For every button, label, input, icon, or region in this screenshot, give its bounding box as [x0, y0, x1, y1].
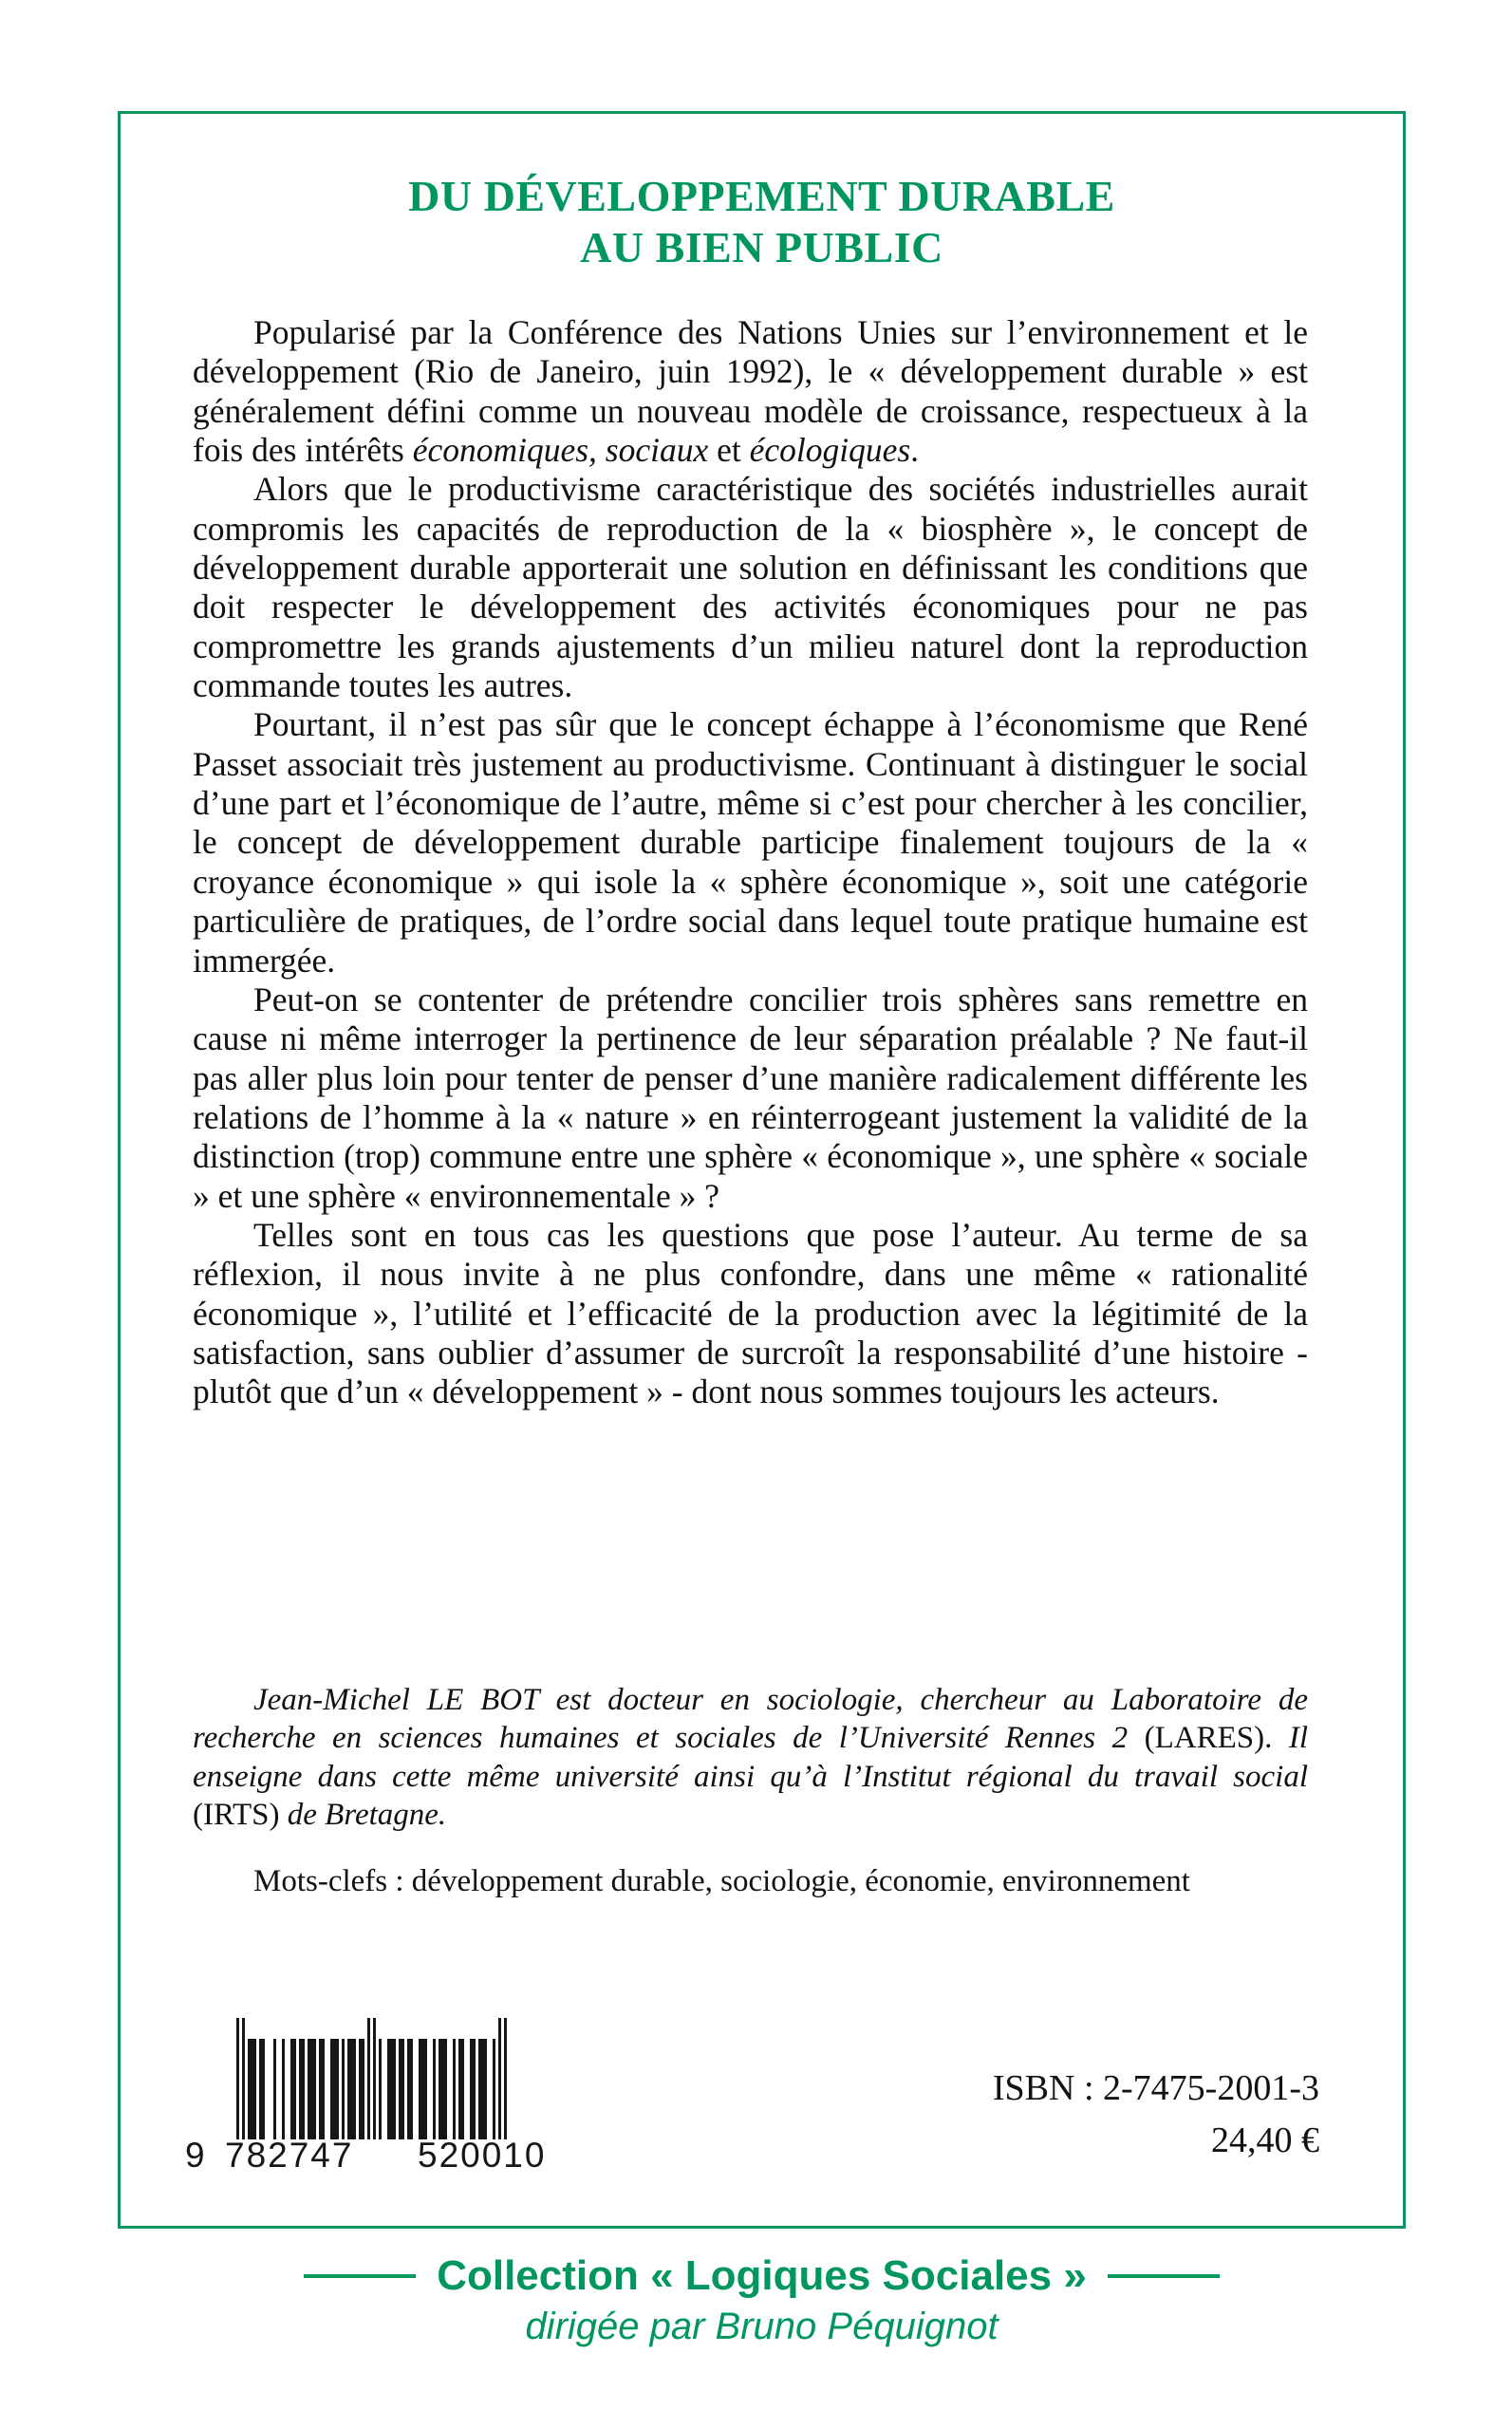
- title-line-2: AU BIEN PUBLIC: [580, 222, 943, 271]
- blurb-p1-text-c: .: [910, 431, 920, 470]
- blurb-paragraph-1: [193, 313, 1308, 470]
- barcode-right-group: 520010: [418, 2136, 547, 2175]
- collection-name: Collection « Logiques Sociales »: [437, 2252, 1087, 2299]
- blurb-paragraph-2: Alors que le productivisme caractéristique des sociétés industrielles aurait compromis les capacités de reproduction de la « biosphère », le concept de développement durable apporterait une solution en définissant les conditions que doit respecter le développement des activités économiques pour ne pas compromettre les grands ajustements d’un milieu naturel dont la reproduction commande toutes les autres.: [193, 470, 1308, 705]
- collection-director: dirigée par Bruno Péquignot: [525, 2306, 999, 2347]
- barcode-left-group: 782747: [225, 2136, 354, 2175]
- barcode: [185, 2018, 584, 2179]
- author-bio-paragraph: [193, 1681, 1308, 1834]
- blurb-paragraph-5: Telles sont en tous cas les questions que pose l’auteur. Au terme de sa réflexion, il nous invite à ne plus confondre, dans une même « rationalité économique », l’utilité et l’efficacité de la production avec la légitimité de la satisfaction, sans oublier d’assumer de surcroît la responsabilité d’une histoire - plutôt que d’un « développement » - dont nous sommes toujours les acteurs.: [193, 1215, 1308, 1411]
- page-title: [118, 171, 1406, 273]
- collection-title-row: [118, 2252, 1406, 2300]
- collection-rule-right: [1108, 2274, 1220, 2278]
- collection-footer: [118, 2252, 1406, 2348]
- collection-rule-left: [304, 2274, 416, 2278]
- keywords-line: Mots-clefs : développement durable, sociologie, économie, environnement: [253, 1864, 1190, 1898]
- price-line: 24,40 €: [1211, 2120, 1319, 2161]
- isbn-price-block: [993, 2063, 1319, 2167]
- author-bio-part-5: de Bretagne.: [279, 1797, 447, 1832]
- blurb-paragraph-4: Peut-on se contenter de prétendre concilier trois sphères sans remettre en cause ni même interroger la pertinence de leur séparation préalable ? Ne faut-il pas aller plus loin pour tenter de penser d’une manière radicalement différente les relations de l’homme à la « nature » en réinterrogeant justement la validité de la distinction (trop) commune entre une sphère « économique », une sphère « sociale » et une sphère « environnementale » ?: [193, 980, 1308, 1215]
- barcode-lead-digit: 9: [185, 2136, 207, 2175]
- author-bio-part-3: Il enseigne dans cette même université ainsi qu’à l’Institut régional du travail social: [193, 1721, 1308, 1794]
- barcode-bars: [236, 2018, 584, 2139]
- author-biography: [193, 1681, 1308, 1834]
- author-bio-lares: (LARES).: [1144, 1721, 1273, 1756]
- blurb-p1-text-a: Popularisé par la Conférence des Nations Unies sur l’environnement et le développement (Rio de Janeiro, juin 1992), le « développement durable » est généralement défini comme un nouveau modèle de croissance, respectueux à la fois des intérêts: [193, 313, 1308, 470]
- blurb-p1-emphasis-1: économiques, sociaux: [412, 431, 709, 470]
- back-cover-blurb: [193, 313, 1308, 1412]
- author-bio-irts: (IRTS): [193, 1797, 280, 1832]
- barcode-digits: [185, 2136, 584, 2179]
- blurb-p1-emphasis-2: écologiques: [749, 431, 911, 470]
- blurb-paragraph-3: Pourtant, il n’est pas sûr que le concept échappe à l’économisme que René Passet associait très justement au productivisme. Continuant à distinguer le social d’une part et l’économique de l’autre, même si c’est pour chercher à les concilier, le concept de développement durable participe finalement toujours de la « croyance économique » qui isole la « sphère économique », soit une catégorie particulière de pratiques, de l’ordre social dans lequel toute pratique humaine est immergée.: [193, 705, 1308, 980]
- isbn-line: ISBN : 2-7475-2001-3: [992, 2068, 1319, 2108]
- title-line-1: DU DÉVELOPPEMENT DURABLE: [408, 172, 1115, 220]
- author-bio-part-1: Jean-Michel LE BOT est docteur en sociologie, chercheur au Laboratoire de recherche en sciences humaines et sociales de l’Université Rennes 2: [193, 1683, 1308, 1756]
- blurb-p1-text-b: et: [708, 431, 750, 470]
